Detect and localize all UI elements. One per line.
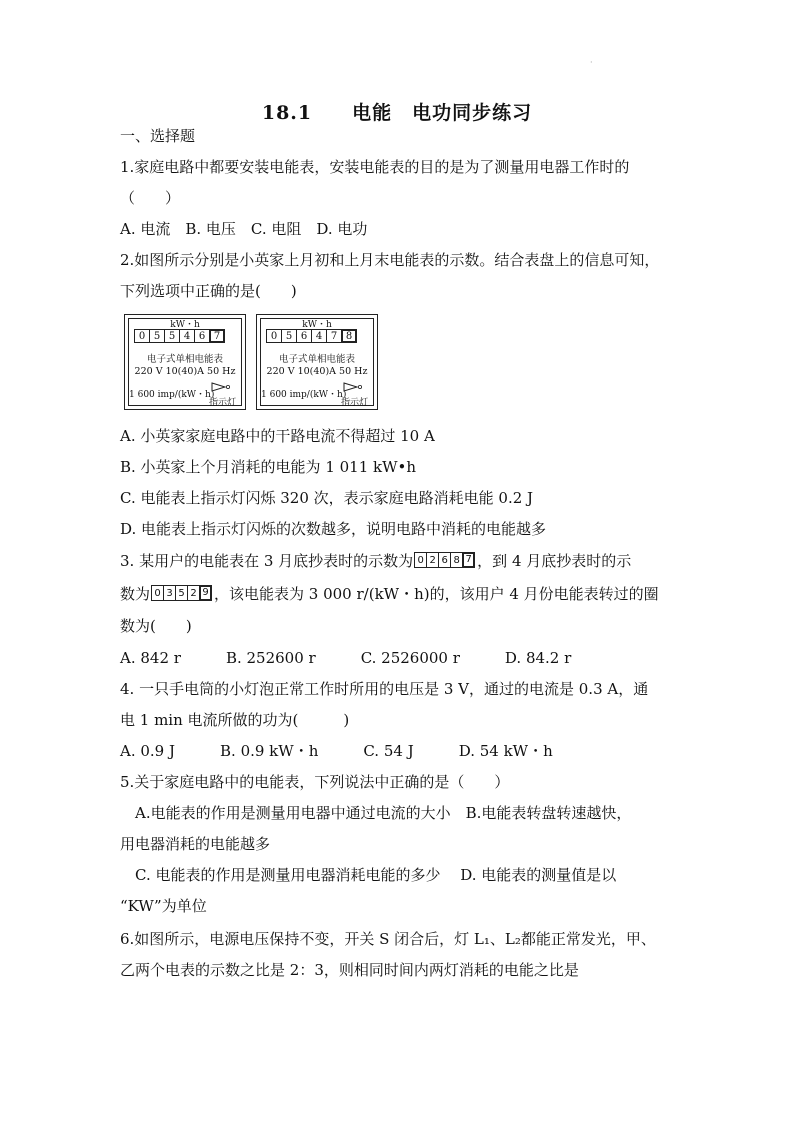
question-1-blank: （ ） [120,189,181,207]
meter-spec: 220 V 10(40)A 50 Hz [134,366,236,377]
meter-digit: 6 [194,329,210,343]
question-4-line2: 电 1 min 电流所做的功为( ) [120,711,350,729]
meter-lamp-label: 指示灯 [341,398,369,408]
meter-end-of-month [256,314,378,410]
meter-spec: 220 V 10(40)A 50 Hz [266,366,368,377]
question-4-line1: 4. 一只手电筒的小灯泡正常工作时所用的电压是 3 V，通过的电流是 0.3 A，通 [120,680,649,698]
reading-digit: 8 [450,552,463,568]
question-3-line2-a: 数为 [120,585,151,603]
reading-april [152,585,212,601]
reading-digit-decimal: 7 [462,552,475,568]
question-5-line2: A.电能表的作用是测量用电器中通过电流的大小 B.电能表转盘转速越快， [120,804,632,822]
question-5-line4: C. 电能表的作用是测量用电器消耗电能的多少 D. 电能表的测量值是以 [120,866,617,884]
question-5-line3: 用电器消耗的电能越多 [120,835,271,853]
meter-unit: kW・h [302,320,332,330]
meter-digit: 6 [296,329,312,343]
question-2-option-b: B. 小英家上个月消耗的电能为 1 011 kW•h [120,458,417,476]
question-1-text: 1.家庭电路中都要安装电能表，安装电能表的目的是为了测量用电器工作时的 [120,158,630,176]
reading-digit: 2 [187,585,200,601]
meter-imp: 1 600 imp/(kW・h) [261,390,347,400]
meter-start-of-month [124,314,246,410]
meter-digit: 4 [311,329,327,343]
reading-march [415,552,475,568]
question-3-line1-b: ，到 4 月底抄表时的示 [477,552,632,570]
meter-lamp-label: 指示灯 [209,398,237,408]
reading-digit-decimal: 9 [199,585,212,601]
question-3-line1-a: 3. 某用户的电能表在 3 月底抄表时的示数为 [120,552,414,570]
scan-mark: · [590,58,593,67]
meter-digit: 0 [134,329,150,343]
question-6-line1: 6.如图所示，电源电压保持不变，开关 S 闭合后，灯 L₁、L₂都能正常发光，甲、 [120,930,656,948]
meter-digit-decimal: 8 [341,329,357,343]
meter-digit: 0 [266,329,282,343]
meter-digit: 5 [164,329,180,343]
meter-digits [267,329,357,343]
question-2-option-d: D. 电能表上指示灯闪烁的次数越多，说明电路中消耗的电能越多 [120,520,547,538]
reading-digit: 3 [163,585,176,601]
question-6-line2: 乙两个电表的示数之比是 2：3，则相同时间内两灯消耗的电能之比是 [120,961,579,979]
reading-digit: 0 [414,552,427,568]
question-3-options: A. 842 r B. 252600 r C. 2526000 r D. 84.2 r [120,649,572,667]
meter-digit: 5 [149,329,165,343]
indicator-lamp-icon [343,381,363,393]
indicator-lamp-icon [211,381,231,393]
question-3-line2 [120,584,659,604]
reading-digit: 2 [426,552,439,568]
page-title: 18.1 电能 电功同步练习 [261,102,533,124]
question-3-line2-b: ，该电能表为 3 000 r/(kW・h)的，该用户 4 月份电能表转过的圈 [214,585,659,603]
question-2-option-c: C. 电能表上指示灯闪烁 320 次，表示家庭电路消耗电能 0.2 J [120,489,534,507]
reading-digit: 0 [151,585,164,601]
question-5-line1: 5.关于家庭电路中的电能表，下列说法中正确的是（ ） [120,773,510,791]
question-4-options: A. 0.9 J B. 0.9 kW・h C. 54 J D. 54 kW・h [120,742,553,760]
meter-name: 电子式单相电能表 [146,354,223,365]
question-2-line1: 2.如图所示分别是小英家上月初和上月末电能表的示数。结合表盘上的信息可知， [120,251,660,269]
meter-digit: 7 [326,329,342,343]
meter-digit: 4 [179,329,195,343]
reading-digit: 5 [175,585,188,601]
section-heading: 一、选择题 [120,127,196,145]
meter-digit: 5 [281,329,297,343]
meter-imp: 1 600 imp/(kW・h) [129,390,215,400]
meter-name: 电子式单相电能表 [278,354,355,365]
reading-digit: 6 [438,552,451,568]
question-2-option-a: A. 小英家家庭电路中的干路电流不得超过 10 A [120,427,435,445]
meter-figures [124,314,384,412]
meter-digits [135,329,225,343]
question-5-line5: “KW”为单位 [120,897,207,915]
question-2-line2: 下列选项中正确的是( ) [120,282,297,300]
question-1-options: A. 电流 B. 电压 C. 电阻 D. 电功 [120,220,368,238]
meter-digit-decimal: 7 [209,329,225,343]
question-3-line1 [120,551,631,571]
question-3-line3: 数为( ) [120,617,192,635]
meter-unit: kW・h [170,320,200,330]
